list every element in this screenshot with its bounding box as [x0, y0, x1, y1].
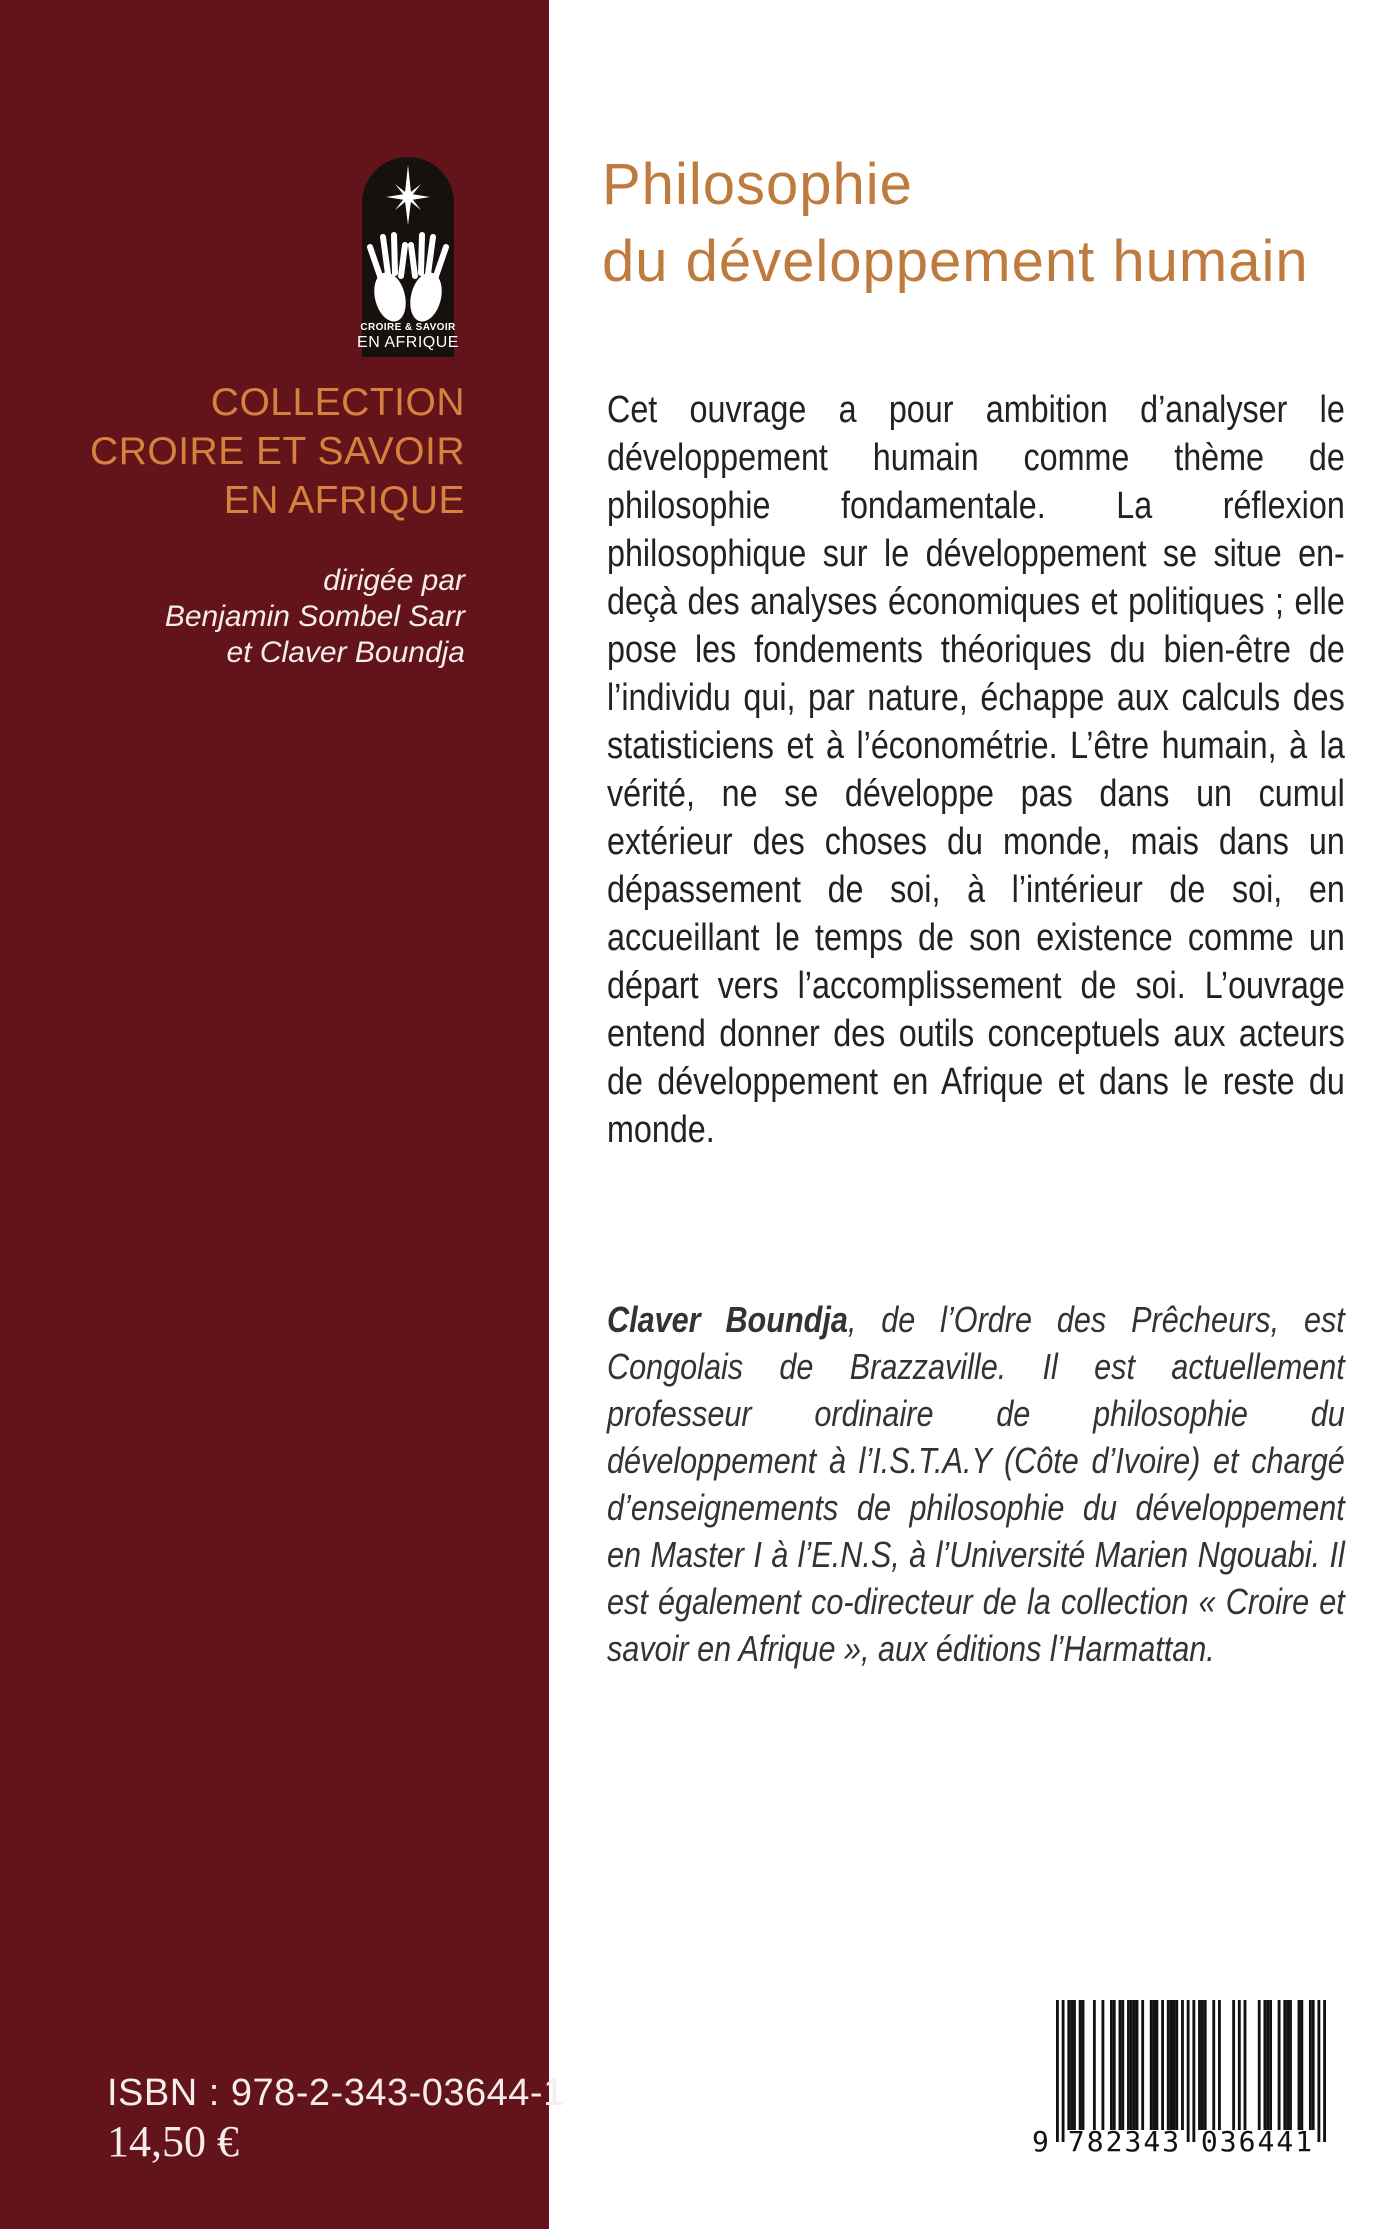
- spine-band: [0, 0, 549, 2229]
- isbn-label: ISBN : 978-2-343-03644-1: [107, 2072, 565, 2114]
- logo-text: [354, 322, 462, 352]
- author-bio-paragraph: [607, 1296, 1345, 1672]
- book-title-line1: Philosophie: [602, 152, 913, 217]
- barcode-digits-right: 036441: [1200, 2125, 1315, 2158]
- book-title: [602, 146, 1382, 300]
- logo-text-line2: EN AFRIQUE: [357, 334, 459, 351]
- hands-icon: [369, 235, 446, 325]
- collection-line: COLLECTION: [210, 381, 465, 424]
- book-title-line2: du développement humain: [602, 229, 1309, 294]
- directors-line: Benjamin Sombel Sarr: [164, 600, 465, 633]
- star-icon: [386, 165, 430, 225]
- collection-line: CROIRE ET SAVOIR: [90, 430, 465, 473]
- directors-line: et Claver Boundja: [226, 636, 465, 669]
- author-bio-text: , de l’Ordre des Prêcheurs, est Congolais de Brazzaville. Il est actuellement professeur ordinaire de philosophie du développement à l’I.S.T.A.Y (Côte d’Ivoire) et chargé d’enseignements de philosophie du développement en Master I à l’E.N.S, à l’Université Marien Ngouabi. Il est également co-directeur de la collection « Croire et savoir en Afrique », aux éditions l’Harmattan.: [607, 1299, 1345, 1669]
- collection-directors: [60, 563, 465, 671]
- collection-line: EN AFRIQUE: [223, 479, 465, 522]
- price-label: 14,50 €: [107, 2117, 239, 2166]
- synopsis-paragraph: Cet ouvrage a pour ambition d’analyser le développement humain comme thème de philosophie fondamentale. La réflexion philosophique sur le développement se situe en-deçà des analyses économiques et politiques ; elle pose les fondements théoriques du bien-être de l’individu qui, par nature, échappe aux calculs des statisticiens et à l’économétrie. L’être humain, à la vérité, ne se développe pas dans un cumul extérieur des choses du monde, mais dans un dépassement de soi, à l’intérieur de soi, en accueillant le temps de son existence comme un départ vers l’accomplissement de soi. L’ouvrage entend donner des outils conceptuels aux acteurs de développement en Afrique et dans le reste du monde.: [607, 389, 1345, 1151]
- logo-text-line1: CROIRE & SAVOIR: [360, 322, 456, 333]
- barcode: [1032, 2000, 1326, 2162]
- directors-line: dirigée par: [323, 564, 465, 597]
- barcode-lead-digit: 9: [1032, 2125, 1049, 2158]
- author-name: Claver Boundja: [607, 1299, 848, 1340]
- publisher-logo: [357, 157, 459, 357]
- collection-label: [60, 378, 465, 525]
- barcode-digits-left: 782343: [1067, 2125, 1182, 2158]
